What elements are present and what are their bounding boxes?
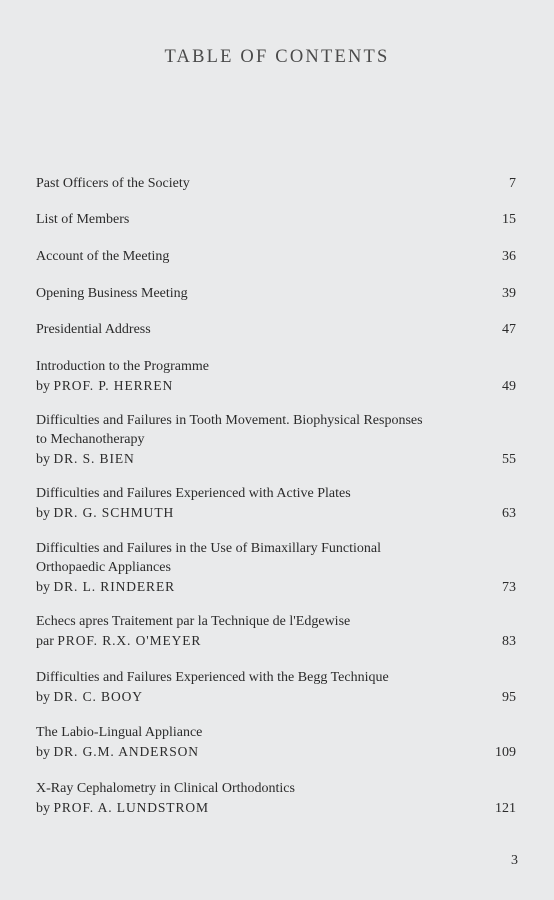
entry-author: DR. G. SCHMUTH bbox=[53, 505, 175, 520]
entry-title: Difficulties and Failures Experienced with Active Plates bbox=[36, 486, 351, 501]
entry-page: 63 bbox=[502, 506, 516, 521]
entry-author: DR. C. BOOY bbox=[53, 689, 143, 704]
by-prefix: by bbox=[36, 801, 50, 816]
toc-entry bbox=[36, 723, 516, 762]
entry-author: DR. L. RINDERER bbox=[53, 579, 175, 594]
toc-entry bbox=[36, 484, 516, 523]
by-prefix: by bbox=[36, 506, 50, 521]
entry-title: Past Officers of the Society bbox=[36, 176, 190, 191]
entry-page: 36 bbox=[502, 249, 516, 264]
toc-entry bbox=[36, 539, 516, 597]
entry-byline bbox=[36, 449, 516, 469]
by-prefix: by bbox=[36, 452, 50, 467]
entry-author: PROF. A. LUNDSTROM bbox=[53, 800, 209, 815]
entry-title: X-Ray Cephalometry in Clinical Orthodontics bbox=[36, 781, 295, 796]
entry-byline bbox=[36, 742, 516, 762]
entry-title: Orthopaedic Appliances bbox=[36, 560, 171, 575]
entry-page: 55 bbox=[502, 452, 516, 467]
entry-title: Difficulties and Failures Experienced with the Begg Technique bbox=[36, 670, 389, 685]
entry-page: 95 bbox=[502, 690, 516, 705]
page-heading: TABLE OF CONTENTS bbox=[164, 47, 390, 67]
toc-entry bbox=[36, 411, 516, 469]
toc-entry bbox=[36, 779, 516, 818]
by-prefix: by bbox=[36, 745, 50, 760]
toc-entry bbox=[36, 612, 516, 651]
toc-entry bbox=[36, 247, 516, 266]
by-prefix: by bbox=[36, 580, 50, 595]
toc-entry bbox=[36, 174, 516, 193]
toc-entry bbox=[36, 210, 516, 229]
entry-page: 47 bbox=[502, 322, 516, 337]
entry-title: to Mechanotherapy bbox=[36, 432, 145, 447]
entry-page: 73 bbox=[502, 580, 516, 595]
entry-author: PROF. P. HERREN bbox=[53, 378, 174, 393]
toc-entry bbox=[36, 357, 516, 396]
entry-title: Presidential Address bbox=[36, 322, 151, 337]
entry-title: Difficulties and Failures in the Use of Bimaxillary Functional bbox=[36, 541, 382, 556]
entry-title: Difficulties and Failures in Tooth Movement. Biophysical Responses bbox=[36, 413, 423, 428]
entry-author: DR. G.M. ANDERSON bbox=[53, 744, 199, 759]
entry-byline bbox=[36, 376, 516, 396]
entry-title: The Labio-Lingual Appliance bbox=[36, 725, 203, 740]
entry-byline bbox=[36, 631, 516, 651]
entry-title: Echecs apres Traitement par la Technique de l'Edgewise bbox=[36, 614, 351, 629]
entry-page: 7 bbox=[509, 176, 516, 191]
entry-page: 109 bbox=[495, 745, 516, 760]
entry-page: 121 bbox=[495, 801, 516, 816]
entry-title: Opening Business Meeting bbox=[36, 286, 188, 301]
by-prefix: by bbox=[36, 690, 50, 705]
entry-author: PROF. R.X. O'MEYER bbox=[57, 633, 202, 648]
entry-title: Introduction to the Programme bbox=[36, 359, 210, 374]
toc-entry bbox=[36, 668, 516, 707]
entry-page: 83 bbox=[502, 634, 516, 649]
entry-page: 15 bbox=[502, 212, 516, 227]
entry-byline bbox=[36, 687, 516, 707]
toc-entry bbox=[36, 284, 516, 303]
entry-title: Account of the Meeting bbox=[36, 249, 170, 264]
entry-page: 39 bbox=[502, 286, 516, 301]
toc-entry bbox=[36, 320, 516, 339]
entry-page: 49 bbox=[502, 379, 516, 394]
entry-byline bbox=[36, 798, 516, 818]
entry-byline bbox=[36, 503, 516, 523]
entry-title: List of Members bbox=[36, 212, 130, 227]
by-prefix: par bbox=[36, 634, 54, 649]
page-number: 3 bbox=[511, 853, 518, 868]
entry-author: DR. S. BIEN bbox=[53, 451, 135, 466]
by-prefix: by bbox=[36, 379, 50, 394]
entry-byline bbox=[36, 577, 516, 597]
